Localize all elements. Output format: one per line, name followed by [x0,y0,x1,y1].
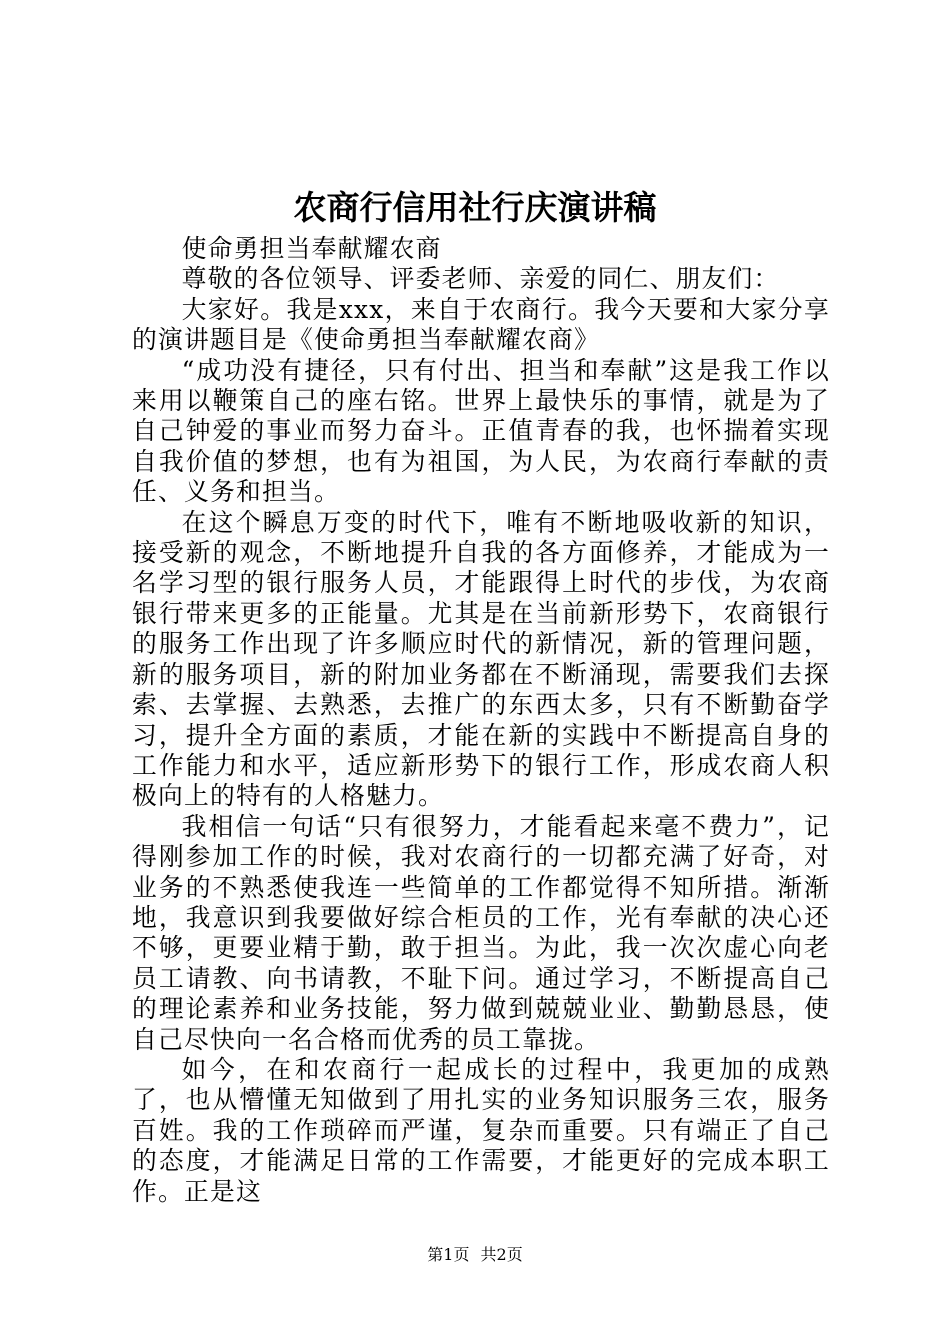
document-body [132,234,830,1207]
subtitle-paragraph: 使命勇担当奉献耀农商 [181,234,442,263]
body-paragraph: 如今，在和农商行一起成长的过程中，我更加的成熟了，也从懵懂无知做到了用扎实的业务知识服务三农，服务百姓。我的工作琐碎而严谨，复杂而重要。只有端正了自己的态度，才能满足日常的工作需要，才能更好的完成本职工作。正是这 [132,1054,830,1206]
page-footer [0,1244,950,1266]
body-paragraph: “成功没有捷径，只有付出、担当和奉献”这是我工作以来用以鞭策自己的座右铭。世界上最快乐的事情，就是为了自己钟爱的事业而努力奋斗。正值青春的我，也怀揣着实现自我价值的梦想，也有为祖国，为人民，为农商行奉献的责任、义务和担当。 [132,355,830,507]
body-paragraph: 我相信一句话“只有很努力，才能看起来毫不费力”，记得刚参加工作的时候，我对农商行的一切都充满了好奇，对业务的不熟悉使我连一些简单的工作都觉得不知所措。渐渐地，我意识到我要做好综合柜员的工作，光有奉献的决心还不够，更要业精于勤，敢于担当。为此，我一次次虚心向老员工请教、向书请教，不耻下问。通过学习，不断提高自己的理论素养和业务技能，努力做到兢兢业业、勤勤恳恳，使自己尽快向一名合格而优秀的员工靠拢。 [132,811,830,1054]
body-paragraph: 在这个瞬息万变的时代下，唯有不断地吸收新的知识，接受新的观念，不断地提升自我的各方面修养，才能成为一名学习型的银行服务人员，才能跟得上时代的步伐，为农商银行带来更多的正能量。尤其是在当前新形势下，农商银行的服务工作出现了许多顺应时代的新情况，新的管理问题，新的服务项目，新的附加业务都在不断涌现，需要我们去探索、去掌握、去熟悉，去推广的东西太多，只有不断勤奋学习，提升全方面的素质，才能在新的实践中不断提高自身的工作能力和水平，适应新形势下的银行工作，形成农商人积极向上的特有的人格魅力。 [132,507,830,811]
page-number: 第1页 [427,1245,470,1264]
body-paragraph: 大家好。我是xxx，来自于农商行。我今天要和大家分享的演讲题目是《使命勇担当奉献耀农商》 [132,294,830,355]
page-total: 共2页 [480,1245,523,1264]
document-title: 农商行信用社行庆演讲稿 [293,188,657,227]
greeting-paragraph: 尊敬的各位领导、评委老师、亲爱的同仁、朋友们： [181,264,780,294]
